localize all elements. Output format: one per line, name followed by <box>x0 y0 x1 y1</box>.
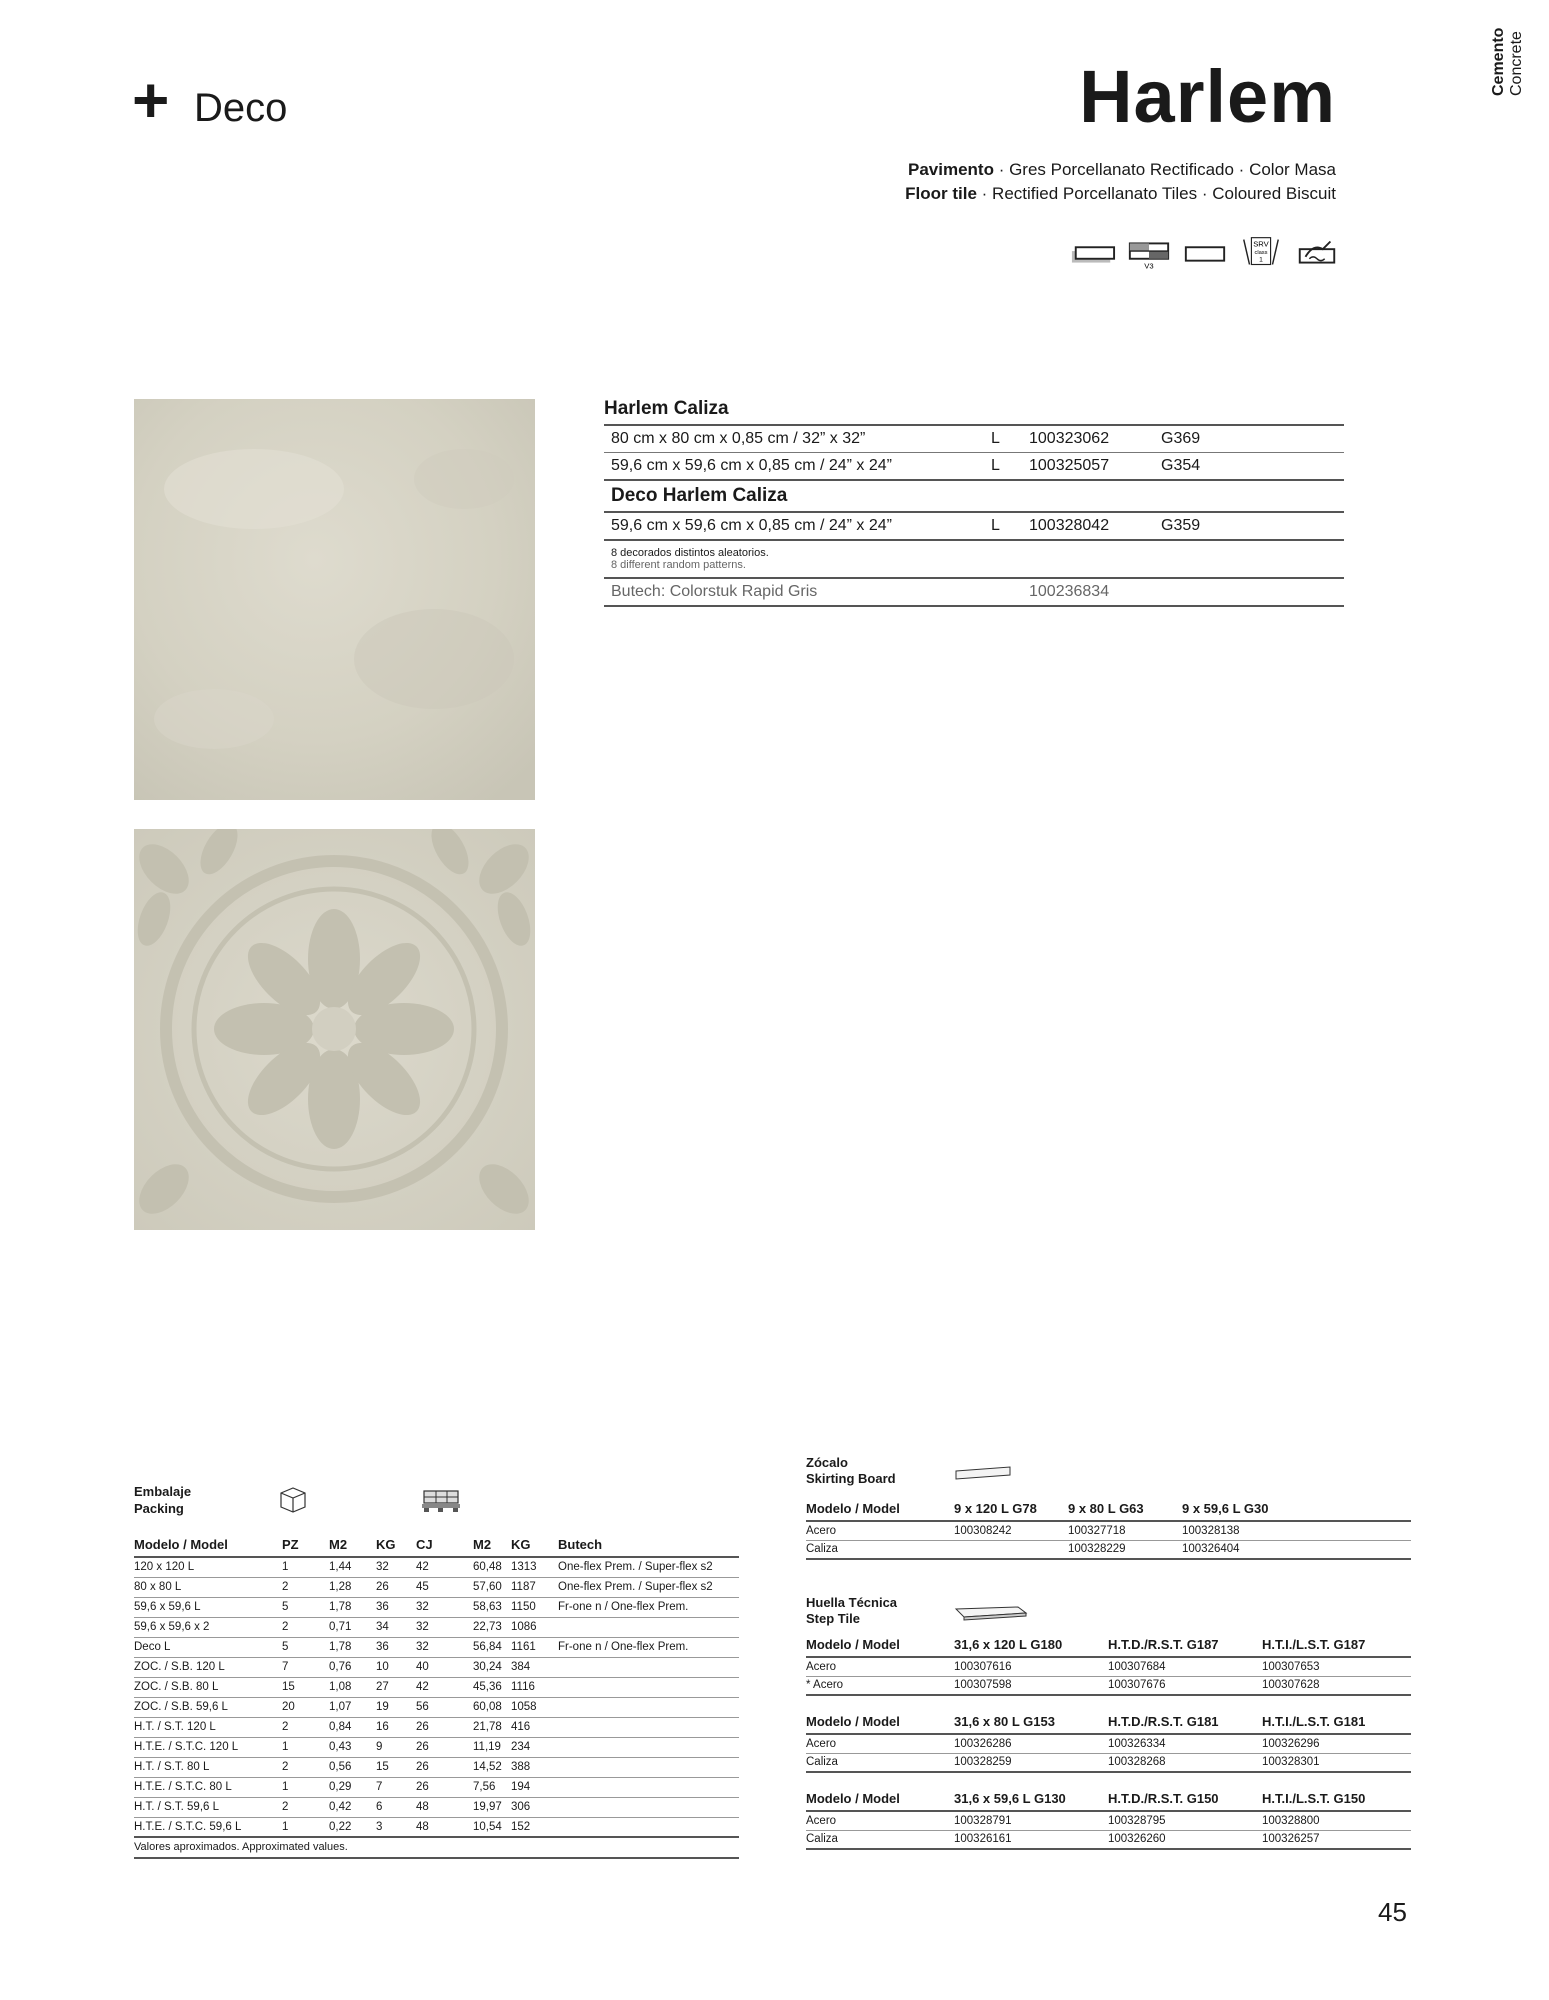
code: 100325057 <box>1029 457 1110 474</box>
table-cell: 36 <box>376 1637 416 1657</box>
table-cell: 7,56 <box>473 1777 511 1797</box>
table-cell: 48 <box>416 1817 473 1837</box>
deco-product-title: Deco Harlem Caliza <box>604 479 1344 511</box>
table-row <box>806 1540 1411 1559</box>
table-row <box>134 1677 739 1697</box>
table-cell: 100307653 <box>1262 1657 1411 1676</box>
col-header: 31,6 x 120 L G180 <box>954 1631 1108 1657</box>
table-cell: ZOC. / S.B. 59,6 L <box>134 1697 282 1717</box>
table-cell: H.T. / S.T. 59,6 L <box>134 1797 282 1817</box>
table-cell: 306 <box>511 1797 558 1817</box>
table-cell: 0,76 <box>329 1657 376 1677</box>
shade-variation-icon <box>1126 235 1172 271</box>
table-cell: ZOC. / S.B. 120 L <box>134 1657 282 1677</box>
spec-icons <box>1070 228 1340 278</box>
table-cell: 100326286 <box>954 1734 1108 1753</box>
skirting-section <box>806 1455 1411 1560</box>
table-cell <box>558 1777 739 1797</box>
table-cell <box>558 1737 739 1757</box>
table-cell: * Acero <box>806 1676 954 1695</box>
skirting-header-row <box>806 1495 1411 1521</box>
table-cell <box>558 1817 739 1837</box>
table-row <box>134 1797 739 1817</box>
table-cell: 234 <box>511 1737 558 1757</box>
table-row <box>134 1737 739 1757</box>
table-row <box>806 1521 1411 1540</box>
table-cell: 100328138 <box>1182 1521 1411 1540</box>
table-cell: 22,73 <box>473 1617 511 1637</box>
table-cell: 7 <box>282 1657 329 1677</box>
table-cell: 0,29 <box>329 1777 376 1797</box>
group: G359 <box>1161 517 1201 534</box>
table-row <box>134 1637 739 1657</box>
step-table <box>806 1785 1411 1850</box>
group: G369 <box>1161 430 1201 447</box>
table-cell: Caliza <box>806 1830 954 1849</box>
table-cell: 40 <box>416 1657 473 1677</box>
table-cell <box>558 1797 739 1817</box>
table-cell: 59,6 x 59,6 L <box>134 1597 282 1617</box>
table-cell: 194 <box>511 1777 558 1797</box>
skirting-label-es: Zócalo <box>806 1455 848 1470</box>
table-row <box>134 1577 739 1597</box>
table-cell: 1,78 <box>329 1597 376 1617</box>
page-number: 45 <box>1378 1897 1407 1927</box>
col-header: M2 <box>473 1531 511 1557</box>
table-row <box>134 1597 739 1617</box>
subtitle-es-bold: Pavimento <box>907 160 994 179</box>
product-title: Harlem Caliza <box>604 398 729 419</box>
table-cell: 100328800 <box>1262 1811 1411 1830</box>
box-icon <box>278 1485 308 1513</box>
table-cell: 100308242 <box>954 1521 1068 1540</box>
table-cell: Acero <box>806 1521 954 1540</box>
butech-code: 100236834 <box>1029 583 1110 600</box>
table-cell: 6 <box>376 1797 416 1817</box>
table-cell: H.T.E. / S.T.C. 80 L <box>134 1777 282 1797</box>
col-header: 31,6 x 80 L G153 <box>954 1708 1108 1734</box>
srv-class-label: class <box>1254 249 1268 256</box>
col-header: KG <box>511 1531 558 1557</box>
table-row <box>806 1676 1411 1695</box>
table-cell: 15 <box>376 1757 416 1777</box>
table-cell <box>558 1717 739 1737</box>
table-cell: 1 <box>282 1557 329 1577</box>
product-row <box>604 452 1344 479</box>
table-cell: H.T. / S.T. 120 L <box>134 1717 282 1737</box>
col-header: H.T.I./L.S.T. G187 <box>1262 1631 1411 1657</box>
table-cell: 26 <box>376 1577 416 1597</box>
plus-icon: + <box>132 64 170 136</box>
pallet-icon <box>420 1485 462 1513</box>
table-cell: 0,71 <box>329 1617 376 1637</box>
table-cell: 58,63 <box>473 1597 511 1617</box>
col-header: H.T.D./R.S.T. G187 <box>1108 1631 1262 1657</box>
table-row <box>134 1777 739 1797</box>
note-en: 8 different random patterns. <box>611 559 746 571</box>
table-cell: 21,78 <box>473 1717 511 1737</box>
col-header: 31,6 x 59,6 L G130 <box>954 1785 1108 1811</box>
product-row <box>604 511 1344 539</box>
page-title: Harlem <box>1079 55 1336 138</box>
table-cell: 0,22 <box>329 1817 376 1837</box>
table-cell: 10,54 <box>473 1817 511 1837</box>
table-row <box>134 1697 739 1717</box>
col-header: H.T.D./R.S.T. G150 <box>1108 1785 1262 1811</box>
table-row <box>806 1657 1411 1676</box>
table-cell: 1313 <box>511 1557 558 1577</box>
table-cell: 100307616 <box>954 1657 1108 1676</box>
floor-tile-icon <box>1182 235 1228 271</box>
table-cell: ZOC. / S.B. 80 L <box>134 1677 282 1697</box>
table-cell: 100326161 <box>954 1830 1108 1849</box>
table-cell <box>558 1697 739 1717</box>
table-cell: 45 <box>416 1577 473 1597</box>
col-header: Modelo / Model <box>134 1531 282 1557</box>
col-header: Modelo / Model <box>806 1708 954 1734</box>
table-cell: 80 x 80 L <box>134 1577 282 1597</box>
col-header: Butech <box>558 1531 739 1557</box>
size: 59,6 cm x 59,6 cm x 0,85 cm / 24” x 24” <box>611 457 892 474</box>
table-cell: 2 <box>282 1717 329 1737</box>
table-row <box>806 1734 1411 1753</box>
table-row <box>134 1657 739 1677</box>
table-cell: 20 <box>282 1697 329 1717</box>
col-header: Modelo / Model <box>806 1631 954 1657</box>
code: 100323062 <box>1029 430 1110 447</box>
table-cell: 0,84 <box>329 1717 376 1737</box>
table-cell: 60,48 <box>473 1557 511 1577</box>
size: 80 cm x 80 cm x 0,85 cm / 32” x 32” <box>611 430 866 447</box>
table-cell: 100327718 <box>1068 1521 1182 1540</box>
table-row <box>806 1811 1411 1830</box>
col-header: 9 x 80 L G63 <box>1068 1495 1182 1521</box>
table-cell: Deco L <box>134 1637 282 1657</box>
step-label-en: Step Tile <box>806 1611 860 1626</box>
table-cell: 32 <box>376 1557 416 1577</box>
code: 100328042 <box>1029 517 1110 534</box>
table-cell: 59,6 x 59,6 x 2 <box>134 1617 282 1637</box>
note-es: 8 decorados distintos aleatorios. <box>611 547 769 559</box>
col-header: H.T.I./L.S.T. G181 <box>1262 1708 1411 1734</box>
table-cell: 56,84 <box>473 1637 511 1657</box>
table-cell: Acero <box>806 1734 954 1753</box>
table-cell: 1 <box>282 1777 329 1797</box>
table-cell: 100326334 <box>1108 1734 1262 1753</box>
table-row <box>806 1830 1411 1849</box>
table-cell: 26 <box>416 1777 473 1797</box>
table-cell: 1,44 <box>329 1557 376 1577</box>
table-cell: 100326296 <box>1262 1734 1411 1753</box>
table-cell <box>558 1617 739 1637</box>
table-cell: Acero <box>806 1811 954 1830</box>
table-cell: 3 <box>376 1817 416 1837</box>
table-cell: 100328301 <box>1262 1753 1411 1772</box>
table-cell: 120 x 120 L <box>134 1557 282 1577</box>
table-cell: 56 <box>416 1697 473 1717</box>
table-cell: One-flex Prem. / Super-flex s2 <box>558 1557 739 1577</box>
table-cell: 100307676 <box>1108 1676 1262 1695</box>
packing-label-es: Embalaje <box>134 1484 192 1499</box>
table-cell: 48 <box>416 1797 473 1817</box>
category-en: Concrete <box>1508 31 1525 96</box>
table-cell: Fr-one n / One-flex Prem. <box>558 1597 739 1617</box>
table-cell: Caliza <box>806 1753 954 1772</box>
table-cell: 42 <box>416 1677 473 1697</box>
table-cell: 1,07 <box>329 1697 376 1717</box>
product-info <box>604 394 1344 607</box>
col-header: 9 x 120 L G78 <box>954 1495 1068 1521</box>
table-cell: 100328268 <box>1108 1753 1262 1772</box>
table-row <box>134 1557 739 1577</box>
rectified-tile-icon <box>1070 235 1116 271</box>
table-row <box>134 1617 739 1637</box>
table-cell: Caliza <box>806 1540 954 1559</box>
col-header: KG <box>376 1531 416 1557</box>
table-cell: 32 <box>416 1617 473 1637</box>
table-cell: Acero <box>806 1657 954 1676</box>
table-cell: 45,36 <box>473 1677 511 1697</box>
table-cell: H.T.E. / S.T.C. 59,6 L <box>134 1817 282 1837</box>
col-header: Modelo / Model <box>806 1495 954 1521</box>
table-cell: 1,08 <box>329 1677 376 1697</box>
subtitle-en-bold: Floor tile <box>905 184 977 203</box>
tile-image-deco <box>134 829 535 1230</box>
col-header: CJ <box>416 1531 473 1557</box>
table-cell: H.T.E. / S.T.C. 120 L <box>134 1737 282 1757</box>
col-header: Modelo / Model <box>806 1785 954 1811</box>
table-cell: 1161 <box>511 1637 558 1657</box>
butech-row <box>604 577 1344 607</box>
table-cell <box>558 1677 739 1697</box>
table-cell <box>558 1657 739 1677</box>
table-cell: 11,19 <box>473 1737 511 1757</box>
cleaning-icon <box>1294 235 1340 271</box>
group: G354 <box>1161 457 1201 474</box>
edge: L <box>991 517 1000 534</box>
table-cell: One-flex Prem. / Super-flex s2 <box>558 1577 739 1597</box>
table-cell: 2 <box>282 1797 329 1817</box>
packing-table <box>134 1531 739 1838</box>
table-cell: 19,97 <box>473 1797 511 1817</box>
packing-footnote: Valores aproximados. Approximated values. <box>134 1838 739 1859</box>
col-header: 9 x 59,6 L G30 <box>1182 1495 1411 1521</box>
table-cell: 57,60 <box>473 1577 511 1597</box>
table-cell: 416 <box>511 1717 558 1737</box>
table-cell: 100326257 <box>1262 1830 1411 1849</box>
table-cell: 27 <box>376 1677 416 1697</box>
table-cell: H.T. / S.T. 80 L <box>134 1757 282 1777</box>
step-header-row <box>806 1708 1411 1734</box>
srv-class-icon <box>1238 235 1284 271</box>
skirting-board-icon <box>954 1463 1014 1483</box>
table-cell: 26 <box>416 1757 473 1777</box>
col-header: H.T.D./R.S.T. G181 <box>1108 1708 1262 1734</box>
table-cell: 2 <box>282 1617 329 1637</box>
subtitle-es-text: · Gres Porcellanato Rectificado · Color Masa <box>993 160 1336 179</box>
table-cell: 9 <box>376 1737 416 1757</box>
table-cell: 7 <box>376 1777 416 1797</box>
step-header-row <box>806 1785 1411 1811</box>
table-cell: 1 <box>282 1817 329 1837</box>
subtitle-es <box>908 158 1336 182</box>
packing-table-section <box>134 1483 739 1859</box>
table-cell: 0,56 <box>329 1757 376 1777</box>
table-cell: 152 <box>511 1817 558 1837</box>
table-cell: 16 <box>376 1717 416 1737</box>
edge: L <box>991 457 1000 474</box>
table-cell: 100307684 <box>1108 1657 1262 1676</box>
table-cell: 100328791 <box>954 1811 1108 1830</box>
table-cell: 42 <box>416 1557 473 1577</box>
table-row <box>134 1757 739 1777</box>
table-cell: 0,43 <box>329 1737 376 1757</box>
srv-class-number: 1 <box>1259 256 1263 264</box>
step-tile-icon <box>954 1603 1028 1623</box>
table-cell: 100328259 <box>954 1753 1108 1772</box>
step-table <box>806 1708 1411 1773</box>
butech-label: Butech: Colorstuk Rapid Gris <box>611 583 818 600</box>
table-cell <box>954 1540 1068 1559</box>
table-cell: 34 <box>376 1617 416 1637</box>
table-cell: 0,42 <box>329 1797 376 1817</box>
product-row <box>604 424 1344 452</box>
table-cell <box>558 1757 739 1777</box>
table-cell: 100326404 <box>1182 1540 1411 1559</box>
table-cell: 36 <box>376 1597 416 1617</box>
side-category-tab <box>1490 10 1530 100</box>
table-cell: 2 <box>282 1757 329 1777</box>
subtitle-en <box>905 182 1336 206</box>
step-tile-section <box>806 1595 1411 1850</box>
table-cell: 32 <box>416 1637 473 1657</box>
table-cell: 1086 <box>511 1617 558 1637</box>
table-cell: 1150 <box>511 1597 558 1617</box>
table-cell: 32 <box>416 1597 473 1617</box>
table-cell: 1,28 <box>329 1577 376 1597</box>
table-cell: 26 <box>416 1717 473 1737</box>
table-cell: 15 <box>282 1677 329 1697</box>
packing-header-row <box>134 1531 739 1557</box>
table-cell: 1 <box>282 1737 329 1757</box>
table-cell: 60,08 <box>473 1697 511 1717</box>
edge: L <box>991 430 1000 447</box>
tile-image-plain <box>134 399 535 800</box>
packing-label-en: Packing <box>134 1501 184 1516</box>
skirting-table <box>806 1495 1411 1560</box>
subtitle-en-text: · Rectified Porcellanato Tiles · Coloured Biscuit <box>976 184 1336 203</box>
table-cell: 100307598 <box>954 1676 1108 1695</box>
table-cell: 100328795 <box>1108 1811 1262 1830</box>
step-table <box>806 1631 1411 1696</box>
table-cell: 384 <box>511 1657 558 1677</box>
step-header-row <box>806 1631 1411 1657</box>
table-cell: 5 <box>282 1637 329 1657</box>
table-cell: Fr-one n / One-flex Prem. <box>558 1637 739 1657</box>
table-cell: 26 <box>416 1737 473 1757</box>
table-cell: 5 <box>282 1597 329 1617</box>
skirting-label-en: Skirting Board <box>806 1471 896 1486</box>
table-row <box>806 1753 1411 1772</box>
table-cell: 19 <box>376 1697 416 1717</box>
table-cell: 2 <box>282 1577 329 1597</box>
col-header: H.T.I./L.S.T. G150 <box>1262 1785 1411 1811</box>
v3-label: V3 <box>1144 261 1154 271</box>
section-label: Deco <box>194 86 288 130</box>
table-cell: 1058 <box>511 1697 558 1717</box>
table-cell: 1187 <box>511 1577 558 1597</box>
table-row <box>134 1817 739 1837</box>
step-label-es: Huella Técnica <box>806 1595 898 1610</box>
table-row <box>134 1717 739 1737</box>
table-cell: 1,78 <box>329 1637 376 1657</box>
table-cell: 100328229 <box>1068 1540 1182 1559</box>
table-cell: 100326260 <box>1108 1830 1262 1849</box>
col-header: M2 <box>329 1531 376 1557</box>
table-cell: 388 <box>511 1757 558 1777</box>
table-cell: 30,24 <box>473 1657 511 1677</box>
col-header: PZ <box>282 1531 329 1557</box>
srv-label: SRV <box>1253 239 1269 249</box>
table-cell: 100307628 <box>1262 1676 1411 1695</box>
table-cell: 14,52 <box>473 1757 511 1777</box>
table-cell: 10 <box>376 1657 416 1677</box>
pattern-note <box>604 539 1344 577</box>
size: 59,6 cm x 59,6 cm x 0,85 cm / 24” x 24” <box>611 517 892 534</box>
table-cell: 1116 <box>511 1677 558 1697</box>
category-es: Cemento <box>1490 27 1507 96</box>
